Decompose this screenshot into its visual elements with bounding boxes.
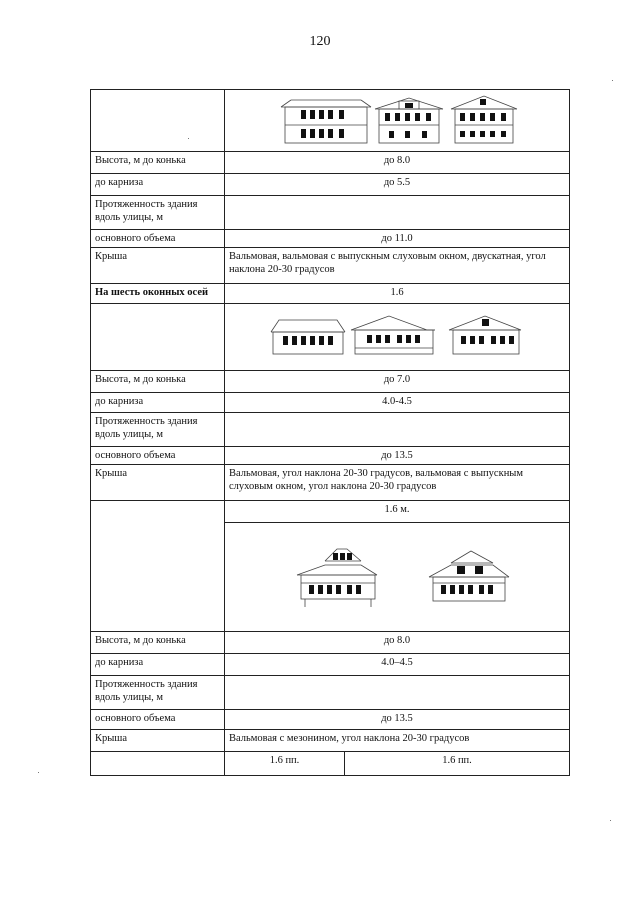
value-main-volume: до 13.5	[225, 447, 570, 465]
drawing-row-2	[91, 304, 570, 371]
drawing-row-1	[91, 90, 570, 152]
scan-speck	[38, 772, 39, 773]
value-length-empty	[225, 196, 570, 230]
facade-drawing	[451, 96, 517, 143]
label-main-volume: основного объема	[91, 230, 225, 248]
value-height-ridge: до 7.0	[225, 371, 570, 393]
row-roof-2	[91, 465, 570, 501]
label-roof: Крыша	[91, 248, 225, 284]
empty-cell	[91, 501, 225, 632]
page-number: 120	[309, 34, 331, 49]
row-main-volume-3	[91, 710, 570, 730]
label-height-ridge: Высота, м до конька	[91, 632, 225, 654]
row-height-ridge-1	[91, 152, 570, 174]
label-length: Протяженность здания вдоль улицы, м	[91, 676, 225, 710]
value-main-volume: до 13.5	[225, 710, 570, 730]
section-code: 1.6	[225, 284, 570, 304]
label-eaves: до карниза	[91, 393, 225, 413]
facade-drawings-1	[225, 90, 570, 152]
value-height-ridge: до 8.0	[225, 152, 570, 174]
row-eaves-3	[91, 654, 570, 676]
row-main-volume-1	[91, 230, 570, 248]
row-section-6-axes	[91, 284, 570, 304]
scan-speck	[612, 80, 613, 81]
value-length-empty	[225, 413, 570, 447]
value-roof: Вальмовая, вальмовая с выпускным слуховым окном, двускатная, угол наклона 20-30 градусов	[225, 248, 570, 284]
label-roof: Крыша	[91, 730, 225, 752]
facade-drawings-svg-2	[229, 306, 574, 368]
facade-drawing	[297, 549, 377, 607]
label-height-ridge: Высота, м до конька	[91, 152, 225, 174]
label-eaves: до карниза	[91, 174, 225, 196]
empty-cell	[91, 90, 225, 152]
label-height-ridge: Высота, м до конька	[91, 371, 225, 393]
facade-drawings-svg-3	[229, 525, 574, 629]
label-eaves: до карниза	[91, 654, 225, 676]
row-length-1	[91, 196, 570, 230]
facade-drawing	[351, 316, 435, 354]
row-eaves-2	[91, 393, 570, 413]
facade-drawing	[281, 100, 371, 143]
facade-drawing	[449, 316, 521, 354]
row-length-3	[91, 676, 570, 710]
facade-drawing	[429, 551, 509, 601]
scan-speck	[188, 138, 189, 139]
value-main-volume: до 11.0	[225, 230, 570, 248]
row-height-ridge-3	[91, 632, 570, 654]
row-length-2	[91, 413, 570, 447]
empty-cell	[91, 752, 225, 776]
row-eaves-1	[91, 174, 570, 196]
facade-drawings-2	[225, 304, 570, 371]
row-section-code-3	[91, 501, 570, 523]
label-length: Протяженность здания вдоль улицы, м	[91, 413, 225, 447]
section-code: 1.6 м.	[225, 501, 570, 523]
facade-drawing	[271, 320, 345, 354]
code-right: 1.6 пп.	[345, 752, 570, 776]
value-length-empty	[225, 676, 570, 710]
label-main-volume: основного объема	[91, 710, 225, 730]
value-eaves: до 5.5	[225, 174, 570, 196]
row-main-volume-2	[91, 447, 570, 465]
facade-drawings-svg-1	[229, 92, 574, 148]
facade-drawing	[375, 98, 443, 143]
row-final-codes	[91, 752, 570, 776]
facade-drawings-3	[225, 523, 570, 632]
value-roof: Вальмовая с мезонином, угол наклона 20-30 градусов	[225, 730, 570, 752]
empty-cell	[91, 304, 225, 371]
label-section: На шесть оконных осей	[91, 284, 225, 304]
row-height-ridge-2	[91, 371, 570, 393]
value-eaves: 4.0-4.5	[225, 393, 570, 413]
value-eaves: 4.0–4.5	[225, 654, 570, 676]
code-left: 1.6 пп.	[225, 752, 345, 776]
label-main-volume: основного объема	[91, 447, 225, 465]
value-height-ridge: до 8.0	[225, 632, 570, 654]
spec-table	[90, 89, 570, 776]
row-roof-3	[91, 730, 570, 752]
row-roof-1	[91, 248, 570, 284]
label-length: Протяженность здания вдоль улицы, м	[91, 196, 225, 230]
scan-speck	[610, 820, 611, 821]
value-roof: Вальмовая, угол наклона 20-30 градусов, вальмовая с выпускным слуховым окном, угол наклона 20-30 градусов	[225, 465, 570, 501]
label-roof: Крыша	[91, 465, 225, 501]
